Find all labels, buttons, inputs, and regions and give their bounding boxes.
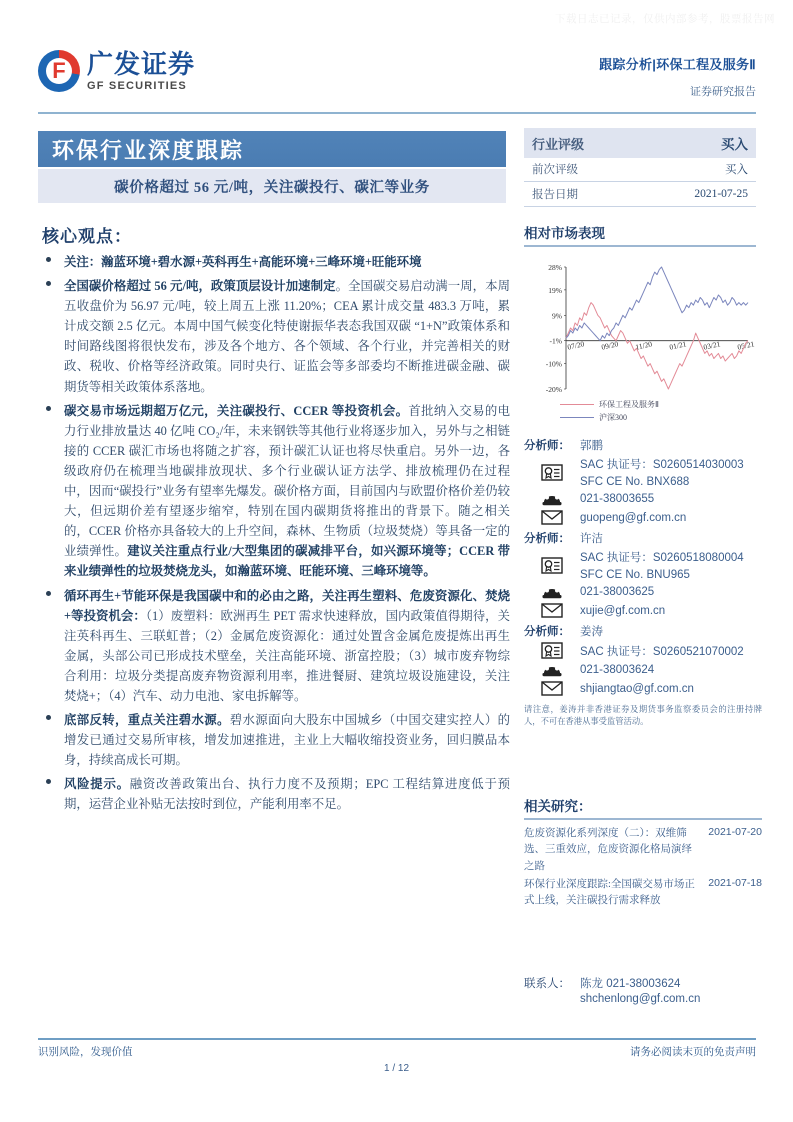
certificate-icon — [524, 464, 580, 481]
prev-rating-label: 前次评级 — [532, 164, 578, 176]
related-research-section — [524, 795, 762, 911]
phone-icon — [524, 491, 580, 507]
bullet-body-text: 首批纳入交易的电力行业排放量达 40 亿吨 CO₂/年，未来钢铁等其他行业将逐步加入，另外与之相链接的 CCER 碳汇市场也将随之扩容，预计碳汇认证也将尽快重启。另外一边，各级政府仍在梳理当地碳排放现状、多个行业碳认证方法学、排放梳理仍在过程中，因而“碳投行”业务有望率先爆发。碳价格方面，目前国内与欧盟价格价差仍较大，但远期价差有望逐步缩窄，特别在国内碳期货将推出的背景下。随之相关的，CCER 价格亦具备较大的上升空间，森林、生物质（垃圾焚烧）等具备一定的业绩弹性。 — [64, 403, 510, 559]
table-row — [524, 183, 756, 205]
contact-email[interactable]: shchenlong@gf.com.cn — [580, 993, 701, 1005]
analyst-row — [524, 549, 762, 581]
bullet-bold-text: 风险提示。 — [64, 777, 130, 792]
analyst-row — [524, 437, 762, 453]
email-icon — [524, 510, 580, 525]
bullet-body-text: 融资改善政策出台、执行力度不及预期；EPC 工程结算进度低于预期，运营企业补贴无法按时到位，产能利用率不足。 — [64, 777, 511, 812]
list-item[interactable] — [524, 877, 762, 910]
x-axis-tick-label: 09/20 — [600, 339, 620, 352]
analyst-sfc-number: SFC CE No. BNU965 — [580, 569, 690, 581]
analyst-certificate: SAC 执证号：S0260521070002 — [580, 645, 744, 658]
bullet-bold-text: 全国碳价格超过 56 元/吨，政策顶层设计加速制定 — [64, 279, 336, 294]
legend-label-1: 沪深300 — [599, 413, 627, 422]
report-title-bar — [38, 131, 506, 167]
rating-header-label: 行业评级 — [532, 136, 585, 152]
chart-line-1 — [566, 267, 748, 341]
rating-divider — [524, 181, 756, 182]
x-axis-tick-label: 01/21 — [668, 339, 688, 352]
bullet-body-text: 。全国碳交易启动满一周，本周五收盘价为 56.97 元/吨，较上周五上涨 11.20%；CEA 累计成交量 483.3 万吨，累计成交额 2.5 亿元。本周中国气候变化特使谢振华表态我国双碳 “1+N”政策体系和时间路线图将很快发布，涉及各个地方、各个领域、各个行业，并完善相关的财政、税收、价格等经济政策。同时央行、证监会等多部委均不断推进碳金融、碳期货等相关政策体系落地。 — [64, 279, 511, 394]
analyst-disclaimer: 请注意，姜涛并非香港证券及期货事务监察委员会的注册持牌人，不可在香港从事受监管活动。 — [524, 705, 762, 727]
analyst-row — [524, 662, 762, 678]
email-icon — [524, 681, 580, 696]
list-item — [44, 276, 510, 397]
list-item — [44, 774, 510, 814]
bullet-dot-icon — [44, 252, 64, 272]
rating-divider — [524, 206, 756, 207]
list-item — [44, 401, 510, 582]
chart-legend — [560, 399, 760, 425]
page-footer — [38, 1044, 756, 1059]
analyst-certificate: SAC 执证号：S0260518080004 — [580, 552, 744, 564]
analyst-name: 许洁 — [580, 533, 603, 545]
bullet-bold-tail-text: 建议关注重点行业/大型集团的碳减排平台，如兴源环境等；CCER 带来业绩弹性的垃圾焚烧龙头，如瀚蓝环境、旺能环境、三峰环境等。 — [64, 544, 511, 579]
section-divider — [524, 245, 756, 247]
analyst-row — [524, 491, 762, 507]
analyst-name: 郭鹏 — [580, 440, 603, 452]
footer-left-text: 识别风险，发现价值 — [38, 1046, 133, 1058]
certificate-icon — [524, 557, 580, 574]
core-points-heading: 核心观点： — [42, 227, 132, 246]
list-item — [44, 252, 510, 272]
bullet-bold-text: 碳交易市场远期超万亿元，关注碳投行、CCER 等投资机会。 — [64, 403, 409, 418]
related-date-0: 2021-07-20 — [708, 826, 762, 838]
analyst-phone: 021-38003655 — [580, 493, 655, 505]
email-icon — [524, 603, 580, 618]
legend-swatch-0 — [560, 404, 594, 406]
list-item — [44, 586, 510, 707]
legend-item — [560, 412, 760, 423]
chart-line-0 — [566, 303, 748, 389]
y-axis-tick-label: -10% — [545, 359, 562, 369]
y-axis-tick-label: 19% — [548, 285, 562, 295]
rating-header-row — [524, 128, 756, 158]
table-row — [524, 158, 756, 180]
industry-rating-table — [524, 128, 756, 208]
legend-swatch-1 — [560, 417, 594, 419]
x-axis-tick-label: 11/20 — [634, 339, 653, 352]
analyst-label: 分析师： — [524, 626, 570, 638]
contact-row — [524, 975, 762, 991]
page-title: 环保行业深度跟踪 — [52, 137, 245, 163]
contact-name-phone: 陈龙 021-38003624 — [580, 978, 681, 990]
analyst-email[interactable]: shjiangtao@gf.com.cn — [580, 682, 694, 695]
page-header — [38, 48, 756, 110]
analyst-row — [524, 456, 762, 488]
analyst-label: 分析师： — [524, 440, 570, 452]
footer-divider — [38, 1038, 756, 1040]
contact-label-spacer — [524, 993, 580, 1005]
analyst-row — [524, 623, 762, 639]
bullet-dot-icon — [44, 586, 64, 707]
page-number: 1 / 12 — [383, 1063, 410, 1074]
bullet-dot-icon — [44, 774, 64, 814]
list-item — [44, 710, 510, 770]
analyst-label: 分析师： — [524, 533, 570, 545]
analyst-row — [524, 530, 762, 546]
analyst-sfc-number: SFC CE No. BNX688 — [580, 476, 690, 488]
phone-icon — [524, 584, 580, 600]
analyst-name: 姜涛 — [580, 626, 603, 638]
footer-right-text: 请务必阅读末页的免责声明 — [630, 1046, 756, 1058]
related-section-title: 相关研究： — [524, 799, 592, 814]
report-date-label: 报告日期 — [532, 189, 578, 201]
x-axis-tick-label: 07/20 — [566, 339, 586, 352]
bullet-bold-text: 底部反转，重点关注碧水源。 — [64, 713, 230, 728]
analyst-phone: 021-38003624 — [580, 664, 655, 676]
y-axis-tick-label: -1% — [549, 336, 562, 346]
analyst-row — [524, 510, 762, 525]
bullet-dot-icon — [44, 276, 64, 397]
page-subtitle: 碳价格超过 56 元/吨，关注碳投行、碳汇等业务 — [114, 179, 430, 196]
analyst-certificate: SAC 执证号：S0260514030003 — [580, 459, 744, 471]
analyst-row — [524, 642, 762, 659]
contact-row — [524, 993, 762, 1005]
legend-item — [560, 399, 760, 410]
certificate-icon — [524, 642, 580, 659]
logo-english-name: GF SECURITIES — [87, 79, 187, 92]
report-category: 跟踪分析|环保工程及服务Ⅱ — [599, 57, 756, 72]
related-title-0: 危废资源化系列深度（二）：双维筛选、三重效应，危废资源化格局演绎之路 — [524, 828, 692, 872]
analyst-phone: 021-38003625 — [580, 586, 655, 598]
analyst-email[interactable]: guopeng@gf.com.cn — [580, 511, 687, 524]
core-points-list — [44, 252, 510, 819]
header-divider — [38, 112, 756, 114]
market-section-title: 相对市场表现 — [524, 226, 605, 241]
x-axis-tick-label: 03/21 — [702, 339, 722, 352]
report-subtitle-bar — [38, 169, 506, 203]
phone-icon — [524, 662, 580, 678]
analyst-email[interactable]: xujie@gf.com.cn — [580, 604, 666, 617]
section-divider — [524, 818, 762, 820]
prev-rating-value: 买入 — [725, 164, 748, 176]
analysts-section — [524, 437, 762, 729]
related-date-1: 2021-07-18 — [708, 876, 762, 889]
market-performance-chart — [524, 253, 756, 423]
analyst-row — [524, 603, 762, 618]
legend-label-0: 环保工程及服务Ⅱ — [599, 400, 659, 409]
y-axis-tick-label: -20% — [545, 385, 562, 394]
relative-market-performance-section — [524, 222, 756, 423]
bullet-bold-text: 关注：瀚蓝环境+碧水源+英科再生+高能环境+三峰环境+旺能环境 — [64, 255, 422, 269]
contact-section — [524, 975, 762, 1007]
contact-label: 联系人： — [524, 978, 570, 990]
y-axis-tick-label: 9% — [552, 311, 562, 321]
analyst-row — [524, 681, 762, 696]
analyst-row — [524, 584, 762, 600]
rating-header-value: 买入 — [721, 137, 748, 152]
chart-svg — [524, 253, 756, 403]
related-title-1: 环保行业深度跟踪:全国碳交易市场正式上线，关注碳投行需求释放 — [524, 878, 695, 907]
bullet-body-text: 碧水源面向大股东中国城乡（中国交建实控人）的增发已通过交易所审核，增发加速推进，主业上大幅收缩投资业务，回归膜品本身，持续高成长可期。 — [64, 713, 511, 768]
y-axis-tick-label: 28% — [548, 263, 562, 272]
list-item[interactable] — [524, 826, 762, 875]
bullet-body-text: （1）废塑料：欧洲再生 PET 需求快速释放，国内政策值得期待，关注英科再生、三联虹普；（2）金属危废资源化：通过处置含金属危废提炼出再生金属，头部公司已形成技术壁垒，关注高能环境、浙富控股；（3）城市废弃物综合利用：垃圾分类提高废弃物资源利用率，推进餐厨、建筑垃圾设施建设，关注焚烧+；（4）汽车、动力电池、家电拆解等。 — [64, 608, 511, 703]
report-doc-type: 证券研究报告 — [690, 86, 756, 98]
x-axis-tick-label: 05/21 — [736, 339, 756, 352]
bullet-dot-icon — [44, 401, 64, 582]
gf-logo-icon — [38, 50, 80, 92]
logo-chinese-name: 广发证券 — [87, 48, 196, 79]
bullet-dot-icon — [44, 710, 64, 770]
watermark-text: 下载日志已记录，仅供内部参考，股票报告网 — [555, 13, 775, 25]
bullet-bold-text: 循环再生+节能环保是我国碳中和的必由之路，关注再生塑料、危废资源化、焚烧+等投资机会： — [64, 588, 510, 623]
report-date-value: 2021-07-25 — [694, 188, 748, 200]
gf-securities-logo — [38, 50, 195, 92]
